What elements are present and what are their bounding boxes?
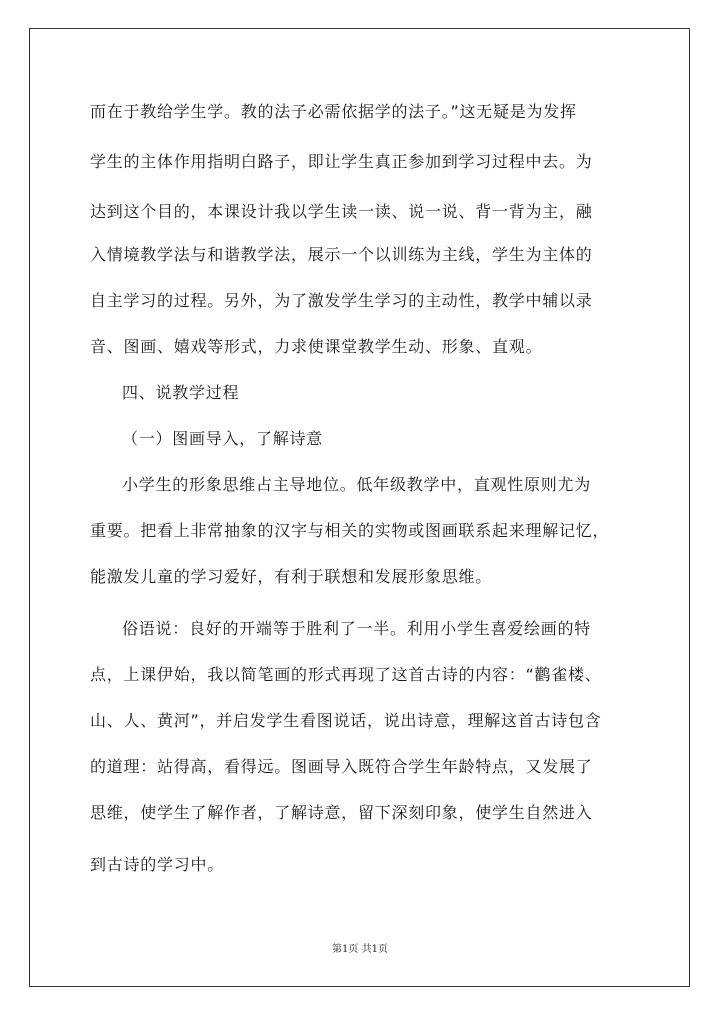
text-line: 俗语说：良好的开端等于胜利了一半。利用小学生喜爱绘画的特 <box>122 619 592 638</box>
text-line: 的道理：站得高，看得远。图画导入既符合学生年龄特点，又发展了 <box>90 757 593 776</box>
text-line: 达到这个目的，本课设计我以学生读一读、说一说、背一背为主，融 <box>90 202 593 221</box>
text-line: 而在于教给学生学。教的法子必需依据学的法子。”这无疑是为发挥 <box>90 102 577 121</box>
text-line: 学生的主体作用指明白路子，即让学生真正参加到学习过程中去。为 <box>90 152 593 171</box>
text-line: 到古诗的学习中。 <box>90 855 225 874</box>
text-line: 音、图画、嬉戏等形式，力求使课堂教学生动、形象、直观。 <box>90 337 543 356</box>
text-line: 入情境教学法与和谐教学法，展示一个以训练为主线，学生为主体的 <box>90 245 593 264</box>
text-line: 小学生的形象思维占主导地位。低年级教学中，直观性原则尤为 <box>122 475 592 494</box>
text-line: 山、人、黄河”，并启发学生看图说话，说出诗意，理解这首古诗包含 <box>90 711 602 730</box>
text-line: 自主学习的过程。另外，为了激发学生学习的主动性，教学中辅以录 <box>90 291 593 310</box>
section-heading: 四、说教学过程 <box>122 383 240 402</box>
text-line: 思维，使学生了解作者，了解诗意，留下深刻印象，使学生自然进入 <box>90 803 593 822</box>
page-number: 第1页 共1页 <box>332 944 388 955</box>
text-line: 点，上课伊始，我以简笔画的形式再现了这首古诗的内容：“鹳雀楼、 <box>90 665 602 684</box>
text-line: 能激发儿童的学习爱好，有利于联想和发展形象思维。 <box>90 567 493 586</box>
text-line: 重要。把看上非常抽象的汉字与相关的实物或图画联系起来理解记忆， <box>90 521 610 540</box>
subsection-heading: （一）图画导入，了解诗意 <box>122 429 324 448</box>
